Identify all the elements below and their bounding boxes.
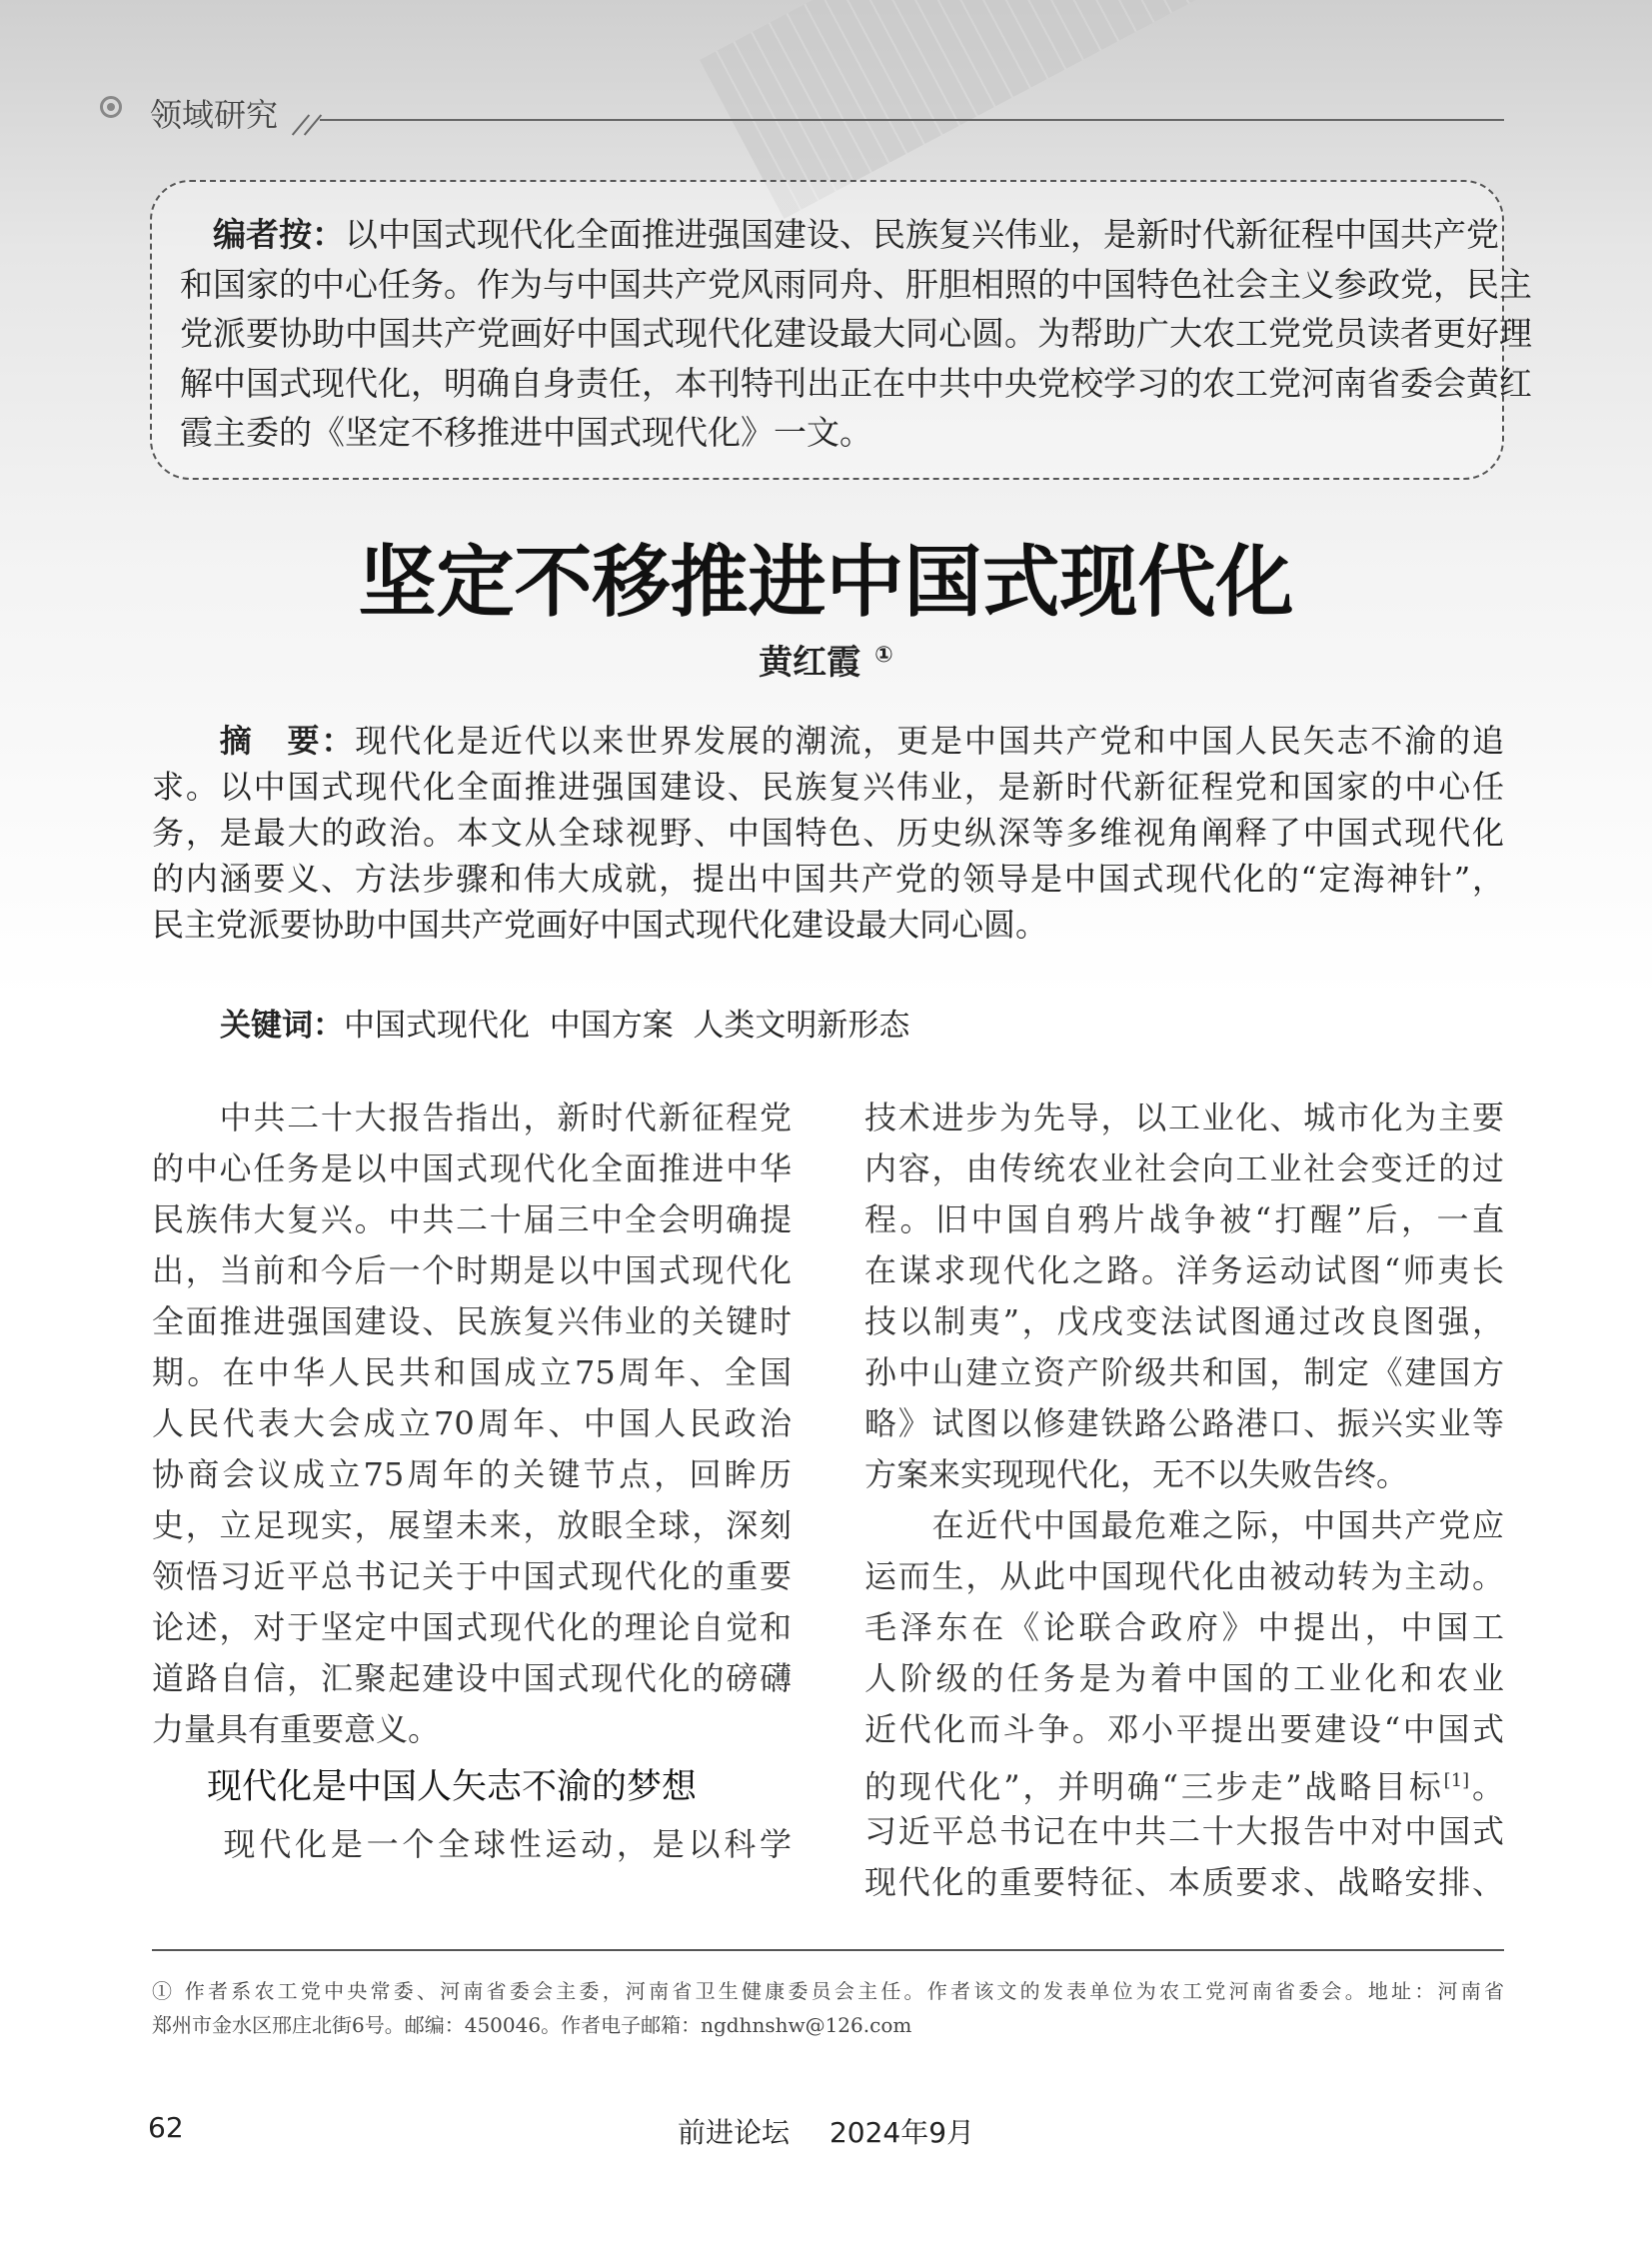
- body-line: 方案来实现现代化，无不以失败告终。: [864, 1455, 1409, 1493]
- body-line: 现代化的重要特征、本质要求、战略安排、: [864, 1863, 1504, 1901]
- abstract-label: 摘 要：: [219, 722, 356, 760]
- abstract-line: 务，是最大的政治。本文从全球视野、中国特色、历史纵深等多维视角阐释了中国式现代化: [152, 814, 1504, 852]
- body-line: 运而生，从此中国现代化由被动转为主动。: [864, 1557, 1504, 1595]
- body-line: 出，当前和今后一个时期是以中国式现代化: [152, 1251, 792, 1289]
- page-number: 62: [148, 2111, 184, 2144]
- body-column-left: [152, 1093, 792, 1870]
- body-line: 的中心任务是以中国式现代化全面推进中华: [152, 1149, 792, 1187]
- editor-note-line: 和国家的中心任务。作为与中国共产党风雨同舟、肝胆相照的中国特色社会主义参政党，民主: [180, 264, 1532, 304]
- body-line: 力量具有重要意义。: [152, 1710, 441, 1748]
- body-line: 期。在中华人民共和国成立75周年、全国: [152, 1353, 792, 1391]
- issue-date: 2024年9月: [828, 2116, 975, 2149]
- abstract-line: 民主党派要协助中国共产党画好中国式现代化建设最大同心圆。: [152, 906, 1048, 944]
- abstract-line: 摘 要：现代化是近代以来世界发展的潮流，更是中国共产党和中国人民矢志不渝的追: [219, 722, 1504, 760]
- body-column-right: [864, 1093, 1504, 1908]
- editor-note-line: 霞主委的《坚定不移推进中国式现代化》一文。: [180, 413, 872, 452]
- body-line: 孙中山建立资产阶级共和国，制定《建国方: [864, 1353, 1504, 1391]
- section-bullet-icon: [100, 96, 122, 118]
- body-line: 近代化而斗争。邓小平提出要建设“中国式: [864, 1710, 1504, 1748]
- body-line: 在近代中国最危难之际，中国共产党应: [864, 1506, 1504, 1544]
- abstract-line: 的内涵要义、方法步骤和伟大成就，提出中国共产党的领导是中国式现代化的“定海神针”，: [152, 860, 1504, 898]
- keywords: 关键词：中国式现代化 中国方案 人类文明新形态: [220, 1008, 910, 1044]
- body-line: 道路自信，汇聚起建设中国式现代化的磅礴: [152, 1659, 792, 1697]
- body-line: 全面推进强国建设、民族复兴伟业的关键时: [152, 1302, 792, 1340]
- journal-footer: [0, 2111, 1652, 2151]
- editor-note-label: 编者按：: [213, 215, 345, 254]
- body-line: 技术进步为先导，以工业化、城市化为主要: [864, 1099, 1504, 1136]
- body-line: 技以制夷”，戊戌变法试图通过改良图强，: [864, 1302, 1504, 1340]
- body-line: 领悟习近平总书记关于中国式现代化的重要: [152, 1557, 792, 1595]
- section-label: 领域研究: [150, 96, 279, 134]
- section-heading: 现代化是中国人矢志不渝的梦想: [207, 1767, 698, 1807]
- body-line: 中共二十大报告指出，新时代新征程党: [152, 1099, 792, 1136]
- footnote: [152, 1974, 1504, 2042]
- footnote-rule: [152, 1949, 1504, 1951]
- body-line: 协商会议成立75周年的关键节点，回眸历: [152, 1455, 792, 1493]
- abstract-line: 求。以中国式现代化全面推进强国建设、民族复兴伟业，是新时代新征程党和国家的中心任: [152, 768, 1504, 806]
- article-title: 坚定不移推进中国式现代化: [358, 538, 1294, 628]
- body-line: 程。旧中国自鸦片战争被“打醒”后，一直: [864, 1200, 1504, 1238]
- body-line: 内容，由传统农业社会向工业社会变迁的过: [864, 1149, 1504, 1187]
- keywords-label: 关键词：: [220, 1008, 344, 1044]
- body-line: 略》试图以修建铁路公路港口、振兴实业等: [864, 1404, 1504, 1442]
- header-rule: [320, 119, 1504, 121]
- body-line: 论述，对于坚定中国式现代化的理论自觉和: [152, 1608, 792, 1646]
- footnote-line: ① 作者系农工党中央常委、河南省委会主委，河南省卫生健康委员会主任。作者该文的发表单位为农工党河南省委会。地址：河南省: [152, 1979, 1504, 2003]
- body-line: 的现代化”，并明确“三步走”战略目标[1]。: [864, 1767, 1504, 1806]
- body-line: 民族伟大复兴。中共二十届三中全会明确提: [152, 1200, 792, 1238]
- article-author: 黄红霞 ①: [759, 642, 893, 683]
- journal-name: 前进论坛: [677, 2116, 790, 2149]
- body-line: 毛泽东在《论联合政府》中提出，中国工: [864, 1608, 1504, 1646]
- body-line: 习近平总书记在中共二十大报告中对中国式: [864, 1812, 1504, 1850]
- editor-note-line: 编者按：以中国式现代化全面推进强国建设、民族复兴伟业，是新时代新征程中国共产党: [213, 215, 1499, 254]
- body-line: 现代化是一个全球性运动，是以科学: [152, 1825, 792, 1863]
- footnote-line: 郑州市金水区邢庄北街6号。邮编：450046。作者电子邮箱：ngdhnshw@126.com: [152, 2013, 912, 2037]
- editor-note-line: 解中国式现代化，明确自身责任，本刊特刊出正在中共中央党校学习的农工党河南省委会黄红: [180, 363, 1532, 403]
- body-line: 人阶级的任务是为着中国的工业化和农业: [864, 1659, 1504, 1697]
- abstract: [152, 718, 1504, 948]
- editor-note-line: 党派要协助中国共产党画好中国式现代化建设最大同心圆。为帮助广大农工党党员读者更好理: [180, 314, 1532, 353]
- body-line: 史，立足现实，展望未来，放眼全球，深刻: [152, 1506, 792, 1544]
- citation-marker[interactable]: [1]: [1443, 1770, 1470, 1791]
- footnote-marker: ①: [874, 642, 893, 668]
- body-line: 在谋求现代化之路。洋务运动试图“师夷长: [864, 1251, 1504, 1289]
- body-line: 人民代表大会成立70周年、中国人民政治: [152, 1404, 792, 1442]
- editor-note-box: [150, 180, 1532, 480]
